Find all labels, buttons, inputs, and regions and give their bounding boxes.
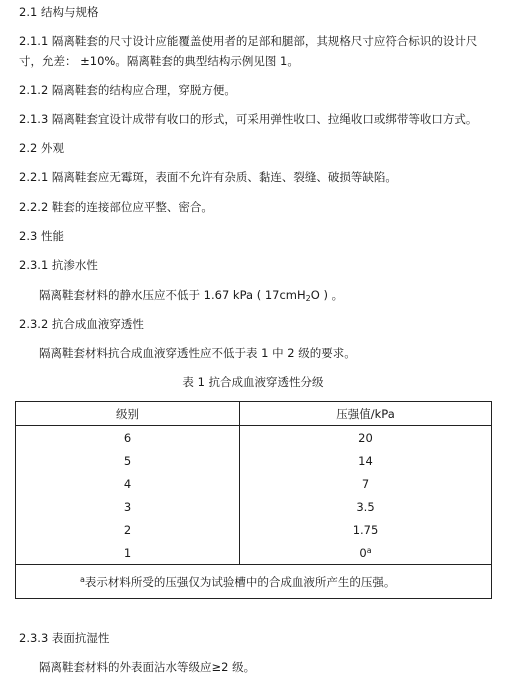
clause-2-3-1-title: 2.3.1 抗渗水性 <box>19 258 98 272</box>
clause-2-3-1-body <box>39 287 343 303</box>
footnote-mark: a <box>80 574 85 584</box>
table-row <box>16 495 492 518</box>
table-row <box>16 518 492 541</box>
section-2-1-title: 2.1 结构与规格 <box>19 5 99 19</box>
clause-2-1-3: 2.1.3 隔离鞋套宜设计成带有收口的形式，可采用弹性收口、拉绳收口或绑带等收口方式。 <box>19 112 478 126</box>
section-2-2-title: 2.2 外观 <box>19 141 64 155</box>
pressure-cell: 14 <box>240 449 492 472</box>
table-header-row <box>16 402 492 426</box>
clause-2-3-3-title: 2.3.3 表面抗湿性 <box>19 631 110 645</box>
clause-2-3-2-title: 2.3.2 抗合成血液穿透性 <box>19 317 144 331</box>
grade-cell: 1 <box>16 541 240 565</box>
footnote-text: 表示材料所受的压强仅为试验槽中的合成血液所产生的压强。 <box>84 574 396 589</box>
clause-2-1-1-line-1: 2.1.1 隔离鞋套的尺寸设计应能覆盖使用者的足部和腿部，其规格尺寸应符合标识的设计尺 <box>19 34 478 48</box>
pressure-value: 0 <box>359 545 367 560</box>
clause-2-2-1: 2.2.1 隔离鞋套应无霉斑，表面不允许有杂质、黏连、裂缝、破损等缺陷。 <box>19 170 397 184</box>
clause-2-3-3-body: 隔离鞋套材料的外表面沾水等级应≥2 级。 <box>39 660 256 674</box>
table-note-row <box>16 565 492 599</box>
pressure-cell: 20 <box>240 426 492 450</box>
table-row <box>16 449 492 472</box>
section-2-3-title: 2.3 性能 <box>19 229 64 243</box>
grade-cell: 4 <box>16 472 240 495</box>
subscript-2: 2 <box>305 294 311 303</box>
grade-cell: 2 <box>16 518 240 541</box>
table-row <box>16 472 492 495</box>
table-row <box>16 426 492 450</box>
table-row <box>16 541 492 565</box>
penetration-grade-table <box>15 401 492 599</box>
grade-cell: 3 <box>16 495 240 518</box>
pressure-cell: 3.5 <box>240 495 492 518</box>
pressure-cell: 7 <box>240 472 492 495</box>
clause-2-1-1-line-2: 寸，允差： ±10%。隔离鞋套的典型结构示例见图 1。 <box>19 54 299 68</box>
pressure-cell <box>240 541 492 565</box>
clause-2-1-2: 2.1.2 隔离鞋套的结构应合理，穿脱方便。 <box>19 83 236 97</box>
clause-2-2-2: 2.2.2 鞋套的连接部位应平整、密合。 <box>19 200 213 214</box>
pressure-cell: 1.75 <box>240 518 492 541</box>
header-grade: 级别 <box>16 402 240 426</box>
header-pressure: 压强值/kPa <box>240 402 492 426</box>
clause-2-3-1-body-end: O ) 。 <box>310 288 344 302</box>
grade-cell: 5 <box>16 449 240 472</box>
grade-cell: 6 <box>16 426 240 450</box>
clause-2-3-1-body-text: 隔离鞋套材料的静水压应不低于 1.67 kPa ( 17cmH <box>39 288 306 302</box>
footnote-mark: a <box>366 545 372 555</box>
table-footnote <box>16 565 492 599</box>
table-caption: 表 1 抗合成血液穿透性分级 <box>182 375 324 389</box>
clause-2-3-2-body: 隔离鞋套材料抗合成血液穿透性应不低于表 1 中 2 级的要求。 <box>39 346 356 360</box>
